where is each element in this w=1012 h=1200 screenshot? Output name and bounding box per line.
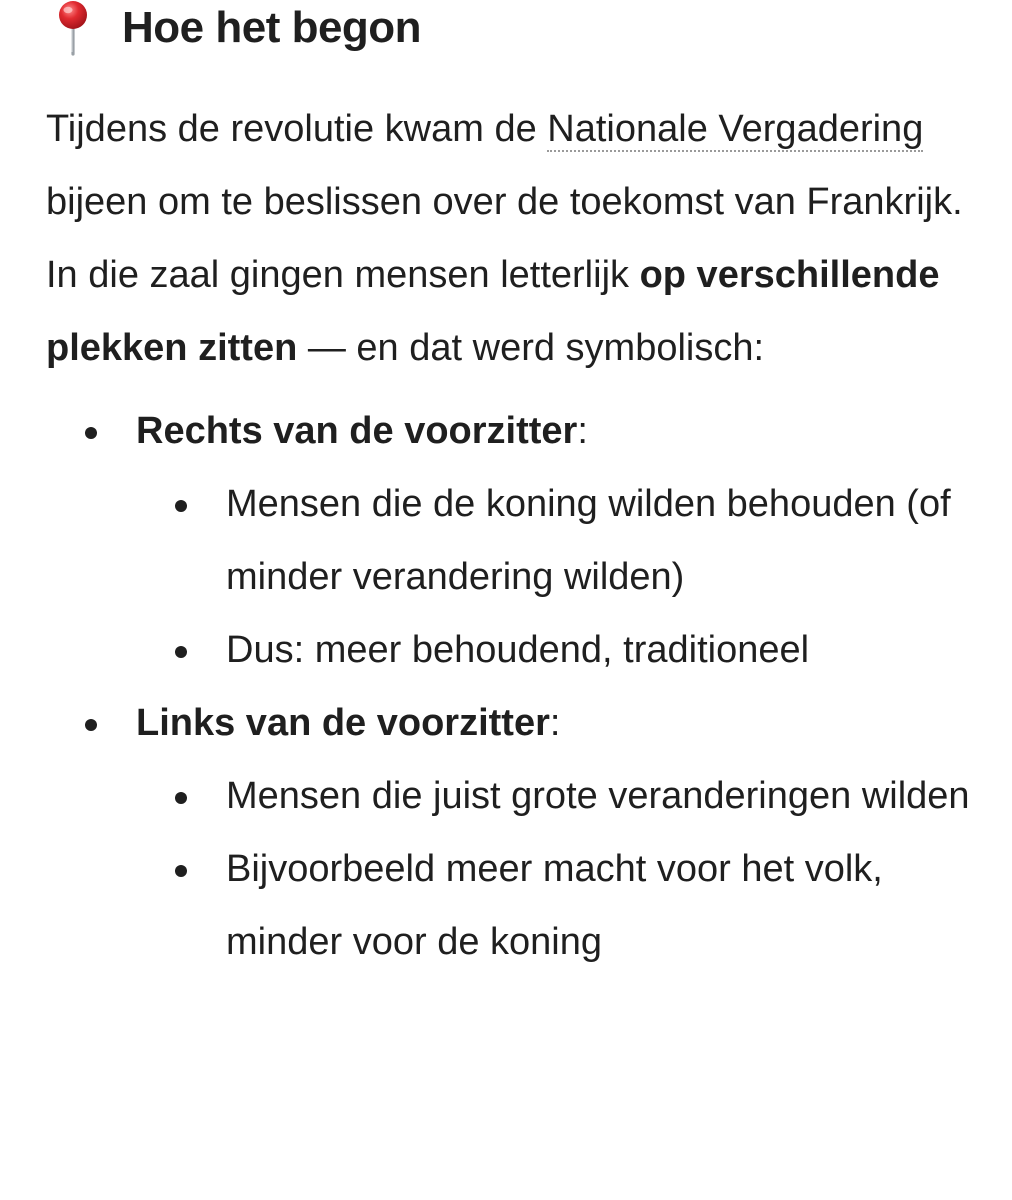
sub-list-item-text: Mensen die juist grote veranderingen wilden — [226, 775, 970, 817]
sub-list-item — [136, 760, 986, 833]
sub-list — [136, 468, 986, 687]
intro-text-1: Tijdens de revolutie kwam de — [46, 108, 548, 150]
sub-list-item — [136, 833, 986, 979]
list-item-right — [46, 395, 986, 687]
term-link-nationale-vergadering[interactable]: Nationale Vergadering — [547, 108, 924, 150]
bullet-icon — [85, 427, 97, 439]
round-pushpin-icon — [50, 0, 96, 56]
bullet-icon — [175, 500, 187, 512]
bullet-icon — [175, 646, 187, 658]
list-item-title: Rechts van de voorzitter: — [136, 410, 588, 452]
sub-list-item — [136, 614, 986, 687]
intro-bold-text: op verschillende plekken zitten — [46, 254, 940, 369]
bullet-icon — [85, 719, 97, 731]
list-item-left — [46, 687, 986, 979]
bullet-icon — [175, 865, 187, 877]
intro-text-3: — en dat werd symbolisch: — [297, 327, 765, 369]
sub-list-item-text: Dus: meer behoudend, traditioneel — [226, 629, 810, 671]
position-list — [46, 395, 986, 979]
list-item-title: Links van de voorzitter: — [136, 702, 561, 744]
article — [46, 0, 986, 979]
intro-text-2: bijeen om te beslissen over de toekomst van Frankrijk. In die zaal gingen mensen letterlijk — [46, 181, 963, 296]
sub-list-item-text: Bijvoorbeeld meer macht voor het volk, minder voor de koning — [226, 848, 883, 963]
sub-list-item — [136, 468, 986, 614]
intro-paragraph — [46, 93, 986, 385]
section-heading — [46, 0, 986, 56]
sub-list — [136, 760, 986, 979]
heading-title: Hoe het begon — [122, 3, 422, 52]
bullet-icon — [175, 792, 187, 804]
sub-list-item-text: Mensen die de koning wilden behouden (of minder verandering wilden) — [226, 483, 951, 598]
